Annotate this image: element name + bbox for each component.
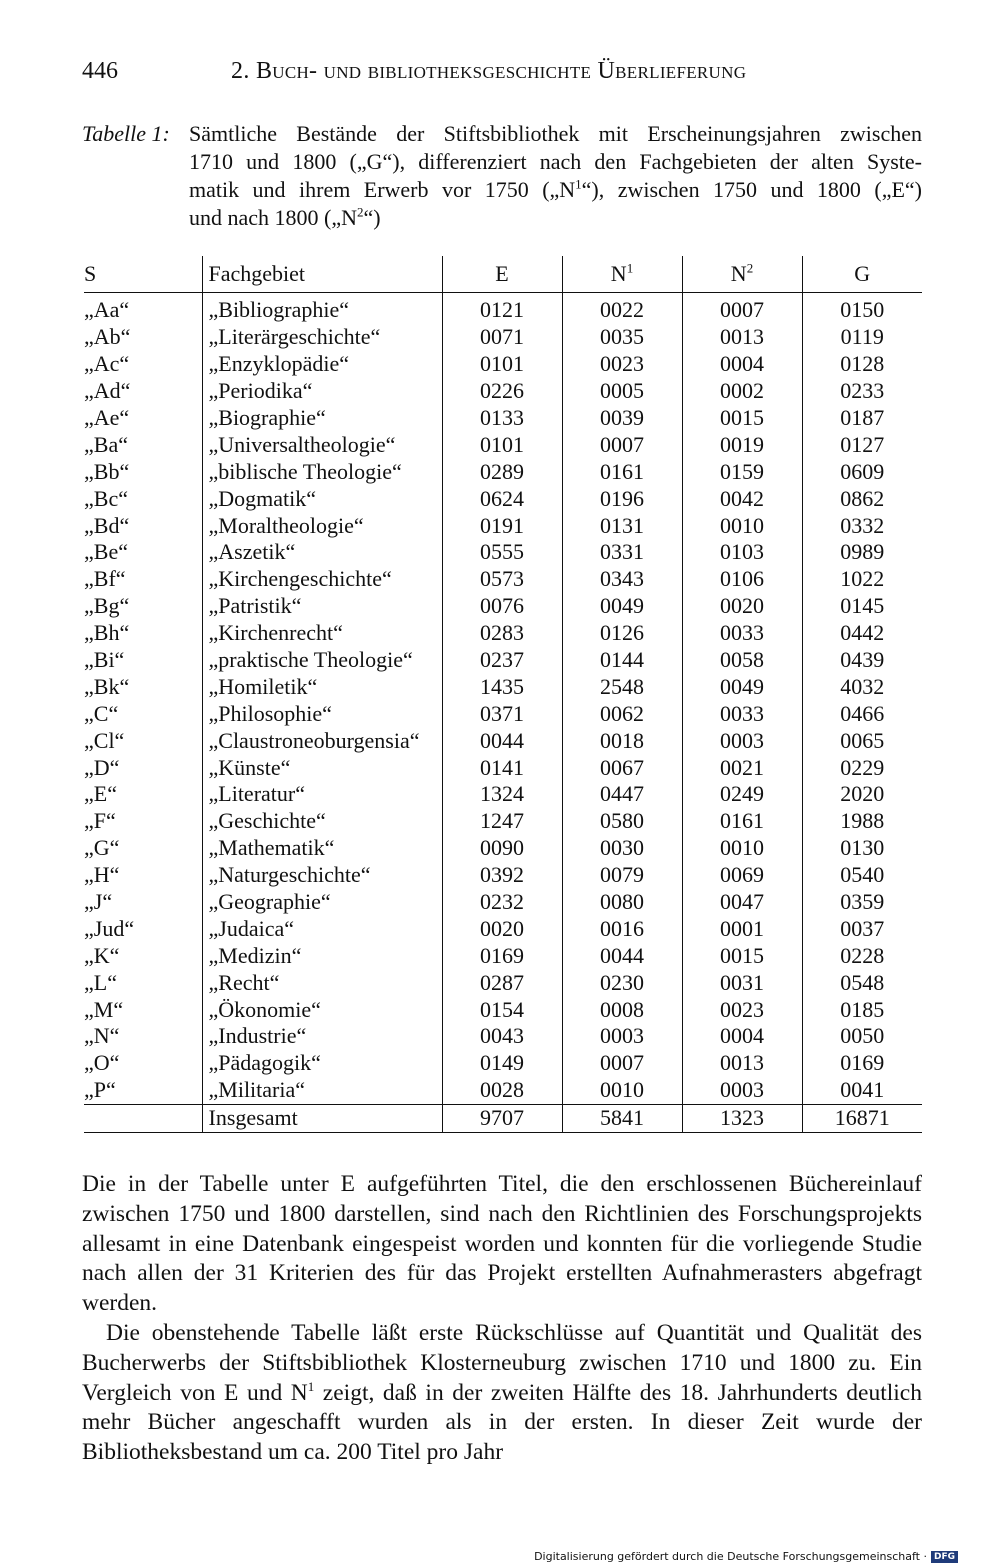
e-cell: 0121: [442, 293, 562, 324]
table-row: [84, 996, 922, 1023]
subject-cell: „Enzyklopädie“: [202, 351, 442, 378]
signature-cell: „O“: [84, 1050, 120, 1076]
caption-line: matik und ihrem Erwerb vor 1750 $(„N^1“)$, zwischen 1750 und 1800 („E“): [189, 176, 922, 202]
g-cell: 0989: [802, 539, 922, 566]
n2-cell: 0249: [682, 781, 802, 808]
signature-cell: „Ad“: [84, 378, 131, 404]
e-cell: 1435: [442, 673, 562, 700]
table-row: [84, 566, 922, 593]
table-row: [84, 915, 922, 942]
column-header-n2: $N^2$: [682, 256, 802, 293]
n1-cell: 0161: [562, 458, 682, 485]
n1-cell: 0079: [562, 862, 682, 889]
column-header-e: E: [442, 256, 562, 293]
e-cell: 0149: [442, 1050, 562, 1077]
total-cell: [84, 1104, 202, 1132]
table-row: [84, 647, 922, 674]
e-cell: 0101: [442, 351, 562, 378]
e-cell: 0043: [442, 1023, 562, 1050]
running-head: 2. BUCH- UND BIBLIOTHEKSGESCHICHTE ÜBERLIEFERUNG: [231, 58, 747, 84]
n1-cell: 0447: [562, 781, 682, 808]
table-total-row: [84, 1104, 922, 1132]
g-cell: 1022: [802, 566, 922, 593]
n1-cell: 0062: [562, 700, 682, 727]
signature-cell: „Bh“: [84, 620, 130, 646]
caption-line: und nach 1800 $(„N^2“)$: [189, 204, 381, 230]
table-row: [84, 700, 922, 727]
g-cell: 0041: [802, 1077, 922, 1104]
signature-cell: „Bb“: [84, 458, 130, 484]
subject-cell: „Patristik“: [202, 593, 442, 620]
table-row: [84, 405, 922, 432]
table-row: [84, 1077, 922, 1104]
subject-cell: „Aszetik“: [202, 539, 442, 566]
table-body: [84, 293, 922, 1105]
signature-cell: „Bc“: [84, 485, 128, 511]
n1-cell: 0049: [562, 593, 682, 620]
g-cell: 0442: [802, 620, 922, 647]
n2-cell: 0001: [682, 915, 802, 942]
e-cell: 0232: [442, 889, 562, 916]
total-cell: 16871: [802, 1104, 922, 1132]
subject-cell: „Ökonomie“: [202, 996, 442, 1023]
table-row: [84, 458, 922, 485]
body-text: [82, 1170, 922, 1468]
n1-cell: 0044: [562, 942, 682, 969]
page-number: 446: [82, 58, 118, 84]
column-header-n1: $N^1$: [562, 256, 682, 293]
signature-cell: „N“: [84, 1023, 120, 1049]
subject-cell: „Claustroneoburgensia“: [202, 727, 442, 754]
g-cell: 0540: [802, 862, 922, 889]
e-cell: 0071: [442, 324, 562, 351]
table-row: [84, 1023, 922, 1050]
paragraph: Die in der Tabelle unter E aufgeführten Titel, die den erschlossenen Büchereinlauf zwischen 1750 und 1800 darstellen, sind nach den Richtlinien des Forschungsprojekts allesamt in eine Datenbank eingespeist worden und konnten für die vorliegende Studie nach allen der 31 Kriterien des für das Projekt erstellten Aufnahmerasters abgefragt werden.: [82, 1171, 922, 1317]
caption-label: Tabelle 1:: [82, 121, 170, 146]
signature-cell: „Bd“: [84, 512, 130, 538]
n2-cell: 0159: [682, 458, 802, 485]
n2-cell: 0047: [682, 889, 802, 916]
n1-cell: 0005: [562, 378, 682, 405]
signature-cell: „Be“: [84, 539, 128, 565]
table-row: [84, 889, 922, 916]
table-row: [84, 835, 922, 862]
table-row: [84, 378, 922, 405]
n1-cell: 0196: [562, 485, 682, 512]
n2-cell: 0004: [682, 1023, 802, 1050]
caption-line: 1710 und 1800 („G“), differenziert nach den Fachgebieten der alten Syste-: [189, 149, 922, 174]
n2-cell: 0058: [682, 647, 802, 674]
e-cell: 0371: [442, 700, 562, 727]
e-cell: 0555: [442, 539, 562, 566]
e-cell: 0392: [442, 862, 562, 889]
signature-cell: „Jud“: [84, 915, 135, 941]
n2-cell: 0103: [682, 539, 802, 566]
subject-cell: „Biographie“: [202, 405, 442, 432]
table-row: [84, 862, 922, 889]
total-cell: 5841: [562, 1104, 682, 1132]
g-cell: 0466: [802, 700, 922, 727]
signature-cell: „Cl“: [84, 727, 125, 753]
g-cell: 0119: [802, 324, 922, 351]
total-label: Insgesamt: [202, 1104, 442, 1132]
signature-cell: „Bk“: [84, 673, 130, 699]
table-row: [84, 727, 922, 754]
table-row: [84, 431, 922, 458]
subject-cell: „Militaria“: [202, 1077, 442, 1104]
n2-cell: 0010: [682, 512, 802, 539]
e-cell: 0133: [442, 405, 562, 432]
subject-cell: „Universaltheologie“: [202, 431, 442, 458]
subject-cell: „Recht“: [202, 969, 442, 996]
e-cell: 0283: [442, 620, 562, 647]
e-cell: 0226: [442, 378, 562, 405]
n2-cell: 0015: [682, 405, 802, 432]
n1-cell: 0035: [562, 324, 682, 351]
g-cell: 0145: [802, 593, 922, 620]
n1-cell: 0144: [562, 647, 682, 674]
subject-cell: „Mathematik“: [202, 835, 442, 862]
n2-cell: 0049: [682, 673, 802, 700]
subject-cell: „Bibliographie“: [202, 293, 442, 324]
n2-cell: 0003: [682, 727, 802, 754]
g-cell: 0548: [802, 969, 922, 996]
n1-cell: 0126: [562, 620, 682, 647]
signature-cell: „J“: [84, 889, 113, 915]
signature-cell: „Bi“: [84, 647, 125, 673]
e-cell: 0624: [442, 485, 562, 512]
n1-cell: 0343: [562, 566, 682, 593]
n2-cell: 0013: [682, 324, 802, 351]
n2-cell: 0003: [682, 1077, 802, 1104]
g-cell: 0150: [802, 293, 922, 324]
e-cell: 0154: [442, 996, 562, 1023]
signature-cell: „F“: [84, 808, 116, 834]
signature-cell: „Ae“: [84, 405, 130, 430]
e-cell: 0573: [442, 566, 562, 593]
n2-cell: 0069: [682, 862, 802, 889]
signature-cell: „G“: [84, 835, 120, 861]
subject-cell: „Medizin“: [202, 942, 442, 969]
signature-cell: „Aa“: [84, 297, 130, 323]
n1-cell: 0016: [562, 915, 682, 942]
n1-cell: 0022: [562, 293, 682, 324]
subject-cell: „Literärgeschichte“: [202, 324, 442, 351]
holdings-table: [84, 256, 922, 1133]
table-row: [84, 673, 922, 700]
table-row: [84, 351, 922, 378]
n2-cell: 0033: [682, 700, 802, 727]
signature-cell: „K“: [84, 942, 120, 968]
signature-cell: „D“: [84, 754, 120, 780]
column-header-fachgebiet: Fachgebiet: [202, 256, 442, 293]
n1-cell: 0230: [562, 969, 682, 996]
signature-cell: „Ab“: [84, 324, 131, 350]
g-cell: 0037: [802, 915, 922, 942]
n2-cell: 0004: [682, 351, 802, 378]
n2-cell: 0015: [682, 942, 802, 969]
n2-cell: 0042: [682, 485, 802, 512]
e-cell: 0028: [442, 1077, 562, 1104]
table-row: [84, 512, 922, 539]
subject-cell: „Geschichte“: [202, 808, 442, 835]
g-cell: 0169: [802, 1050, 922, 1077]
e-cell: 0020: [442, 915, 562, 942]
subject-cell: „Moraltheologie“: [202, 512, 442, 539]
n2-cell: 0019: [682, 431, 802, 458]
n2-cell: 0013: [682, 1050, 802, 1077]
subject-cell: „Pädagogik“: [202, 1050, 442, 1077]
n1-cell: 0007: [562, 431, 682, 458]
e-cell: 0169: [442, 942, 562, 969]
g-cell: 0228: [802, 942, 922, 969]
e-cell: 0141: [442, 754, 562, 781]
g-cell: 0229: [802, 754, 922, 781]
g-cell: 0609: [802, 458, 922, 485]
table-row: [84, 324, 922, 351]
e-cell: 1324: [442, 781, 562, 808]
g-cell: 0439: [802, 647, 922, 674]
n2-cell: 0161: [682, 808, 802, 835]
signature-cell: „Ac“: [84, 351, 130, 377]
subject-cell: „Dogmatik“: [202, 485, 442, 512]
subject-cell: „Kirchenrecht“: [202, 620, 442, 647]
e-cell: 0101: [442, 431, 562, 458]
signature-cell: „M“: [84, 996, 124, 1022]
digitization-text: Digitalisierung gefördert durch die Deutsche Forschungsgemeinschaft ·: [534, 1550, 927, 1563]
n1-cell: 0067: [562, 754, 682, 781]
table-row: [84, 754, 922, 781]
e-cell: 0289: [442, 458, 562, 485]
n1-cell: 0580: [562, 808, 682, 835]
g-cell: 0128: [802, 351, 922, 378]
paragraph: Die obenstehende Tabelle läßt erste Rückschlüsse auf Quantität und Qualität des Bucherwerbs der Stiftsbibliothek Klosterneuburg zwischen 1710 und 1800 zu. Ein Vergleich von E und $N^1$ zeigt, daß in der zweiten Hälfte des 18. Jahrhunderts deutlich mehr Bücher angeschafft wurden als in der ersten. In dieser Zeit wurde der Bibliotheksbestand um ca. 200 Titel pro Jahr: [82, 1319, 922, 1466]
n1-cell: 0007: [562, 1050, 682, 1077]
signature-cell: „Bf“: [84, 566, 126, 592]
n1-cell: 0023: [562, 351, 682, 378]
n2-cell: 0106: [682, 566, 802, 593]
subject-cell: „Künste“: [202, 754, 442, 781]
g-cell: 0050: [802, 1023, 922, 1050]
table-row: [84, 539, 922, 566]
subject-cell: „Homiletik“: [202, 673, 442, 700]
n1-cell: 0008: [562, 996, 682, 1023]
signature-cell: „E“: [84, 781, 117, 807]
table-row: [84, 593, 922, 620]
digitization-note: [534, 1550, 958, 1563]
total-cell: 9707: [442, 1104, 562, 1132]
n1-cell: 0030: [562, 835, 682, 862]
g-cell: 0862: [802, 485, 922, 512]
column-header-s: S: [84, 256, 202, 293]
signature-cell: „C“: [84, 700, 119, 726]
g-cell: 1988: [802, 808, 922, 835]
subject-cell: „Kirchengeschichte“: [202, 566, 442, 593]
e-cell: 0237: [442, 647, 562, 674]
subject-cell: „Judaica“: [202, 915, 442, 942]
subject-cell: „Literatur“: [202, 781, 442, 808]
subject-cell: „Geographie“: [202, 889, 442, 916]
g-cell: 0185: [802, 996, 922, 1023]
n1-cell: 0018: [562, 727, 682, 754]
n1-cell: 2548: [562, 673, 682, 700]
g-cell: 0065: [802, 727, 922, 754]
total-cell: 1323: [682, 1104, 802, 1132]
n1-cell: 0010: [562, 1077, 682, 1104]
table-row: [84, 781, 922, 808]
table-row: [84, 485, 922, 512]
signature-cell: „Bg“: [84, 593, 130, 619]
n2-cell: 0002: [682, 378, 802, 405]
subject-cell: „Naturgeschichte“: [202, 862, 442, 889]
table-header-row: [84, 256, 922, 293]
g-cell: 2020: [802, 781, 922, 808]
signature-cell: „H“: [84, 862, 120, 888]
e-cell: 0287: [442, 969, 562, 996]
n1-cell: 0080: [562, 889, 682, 916]
e-cell: 0076: [442, 593, 562, 620]
g-cell: 0359: [802, 889, 922, 916]
n1-cell: 0131: [562, 512, 682, 539]
column-header-g: G: [802, 256, 922, 293]
caption-line: Sämtliche Bestände der Stiftsbibliothek mit Erscheinungsjahren zwischen: [189, 121, 922, 146]
page-header: [82, 58, 920, 94]
e-cell: 0044: [442, 727, 562, 754]
e-cell: 1247: [442, 808, 562, 835]
n1-cell: 0003: [562, 1023, 682, 1050]
subject-cell: „praktische Theologie“: [202, 647, 442, 674]
g-cell: 0233: [802, 378, 922, 405]
g-cell: 0187: [802, 405, 922, 432]
e-cell: 0090: [442, 835, 562, 862]
n2-cell: 0021: [682, 754, 802, 781]
n2-cell: 0031: [682, 969, 802, 996]
table-row: [84, 942, 922, 969]
n2-cell: 0033: [682, 620, 802, 647]
n1-cell: 0331: [562, 539, 682, 566]
g-cell: 0332: [802, 512, 922, 539]
e-cell: 0191: [442, 512, 562, 539]
n2-cell: 0020: [682, 593, 802, 620]
subject-cell: „biblische Theologie“: [202, 458, 442, 485]
subject-cell: „Industrie“: [202, 1023, 442, 1050]
dfg-logo: DFG: [931, 1551, 958, 1563]
signature-cell: „P“: [84, 1077, 116, 1103]
signature-cell: „Ba“: [84, 431, 128, 457]
table-row: [84, 620, 922, 647]
n2-cell: 0010: [682, 835, 802, 862]
table-row: [84, 969, 922, 996]
subject-cell: „Periodika“: [202, 378, 442, 405]
n1-cell: 0039: [562, 405, 682, 432]
table-row: [84, 808, 922, 835]
g-cell: 0130: [802, 835, 922, 862]
signature-cell: „L“: [84, 969, 117, 995]
n2-cell: 0023: [682, 996, 802, 1023]
table-row: [84, 293, 922, 324]
caption-text: [189, 120, 922, 232]
g-cell: 4032: [802, 673, 922, 700]
subject-cell: „Philosophie“: [202, 700, 442, 727]
table-row: [84, 1050, 922, 1077]
g-cell: 0127: [802, 431, 922, 458]
n2-cell: 0007: [682, 293, 802, 324]
